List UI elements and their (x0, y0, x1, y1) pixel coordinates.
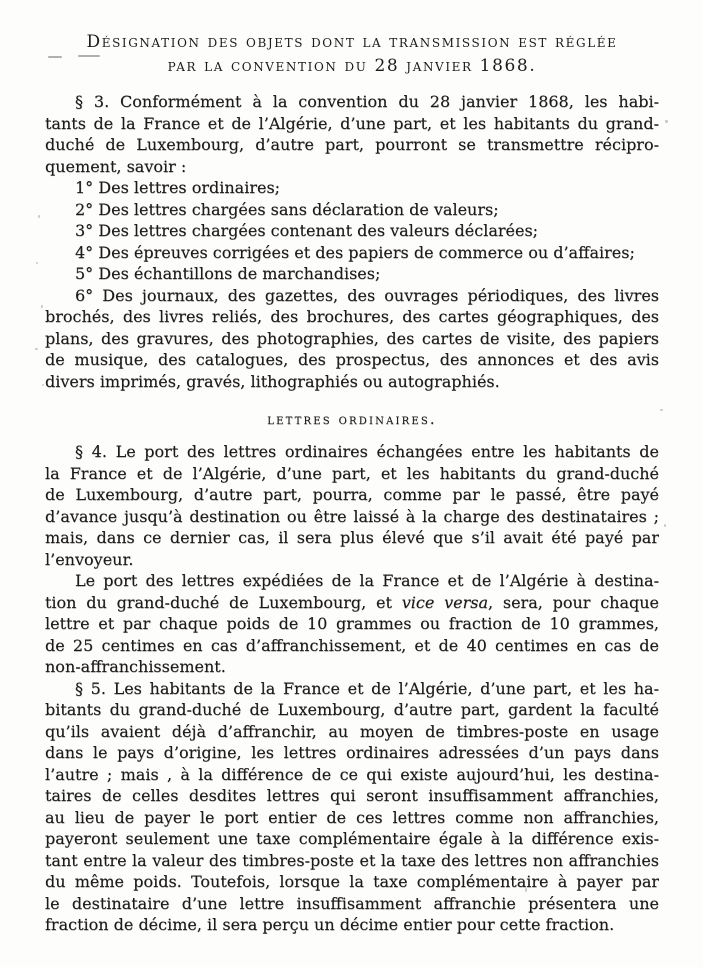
text-line: § 5. Les habitants de la France et de l’Algérie, d’une part, et les ha- (75, 678, 659, 698)
text-line: non-affranchissement. (45, 657, 226, 676)
text-line: de Luxembourg, d’autre part, pourra, comme par le passé, être payé (45, 485, 659, 504)
list-item: 5° Des échantillons de marchandises; (75, 264, 381, 283)
scan-artifact (38, 215, 40, 218)
text-line: lettre et par chaque poids de 10 grammes ou fraction de 10 grammes, (45, 614, 659, 633)
scan-artifact (36, 262, 38, 264)
document-text (45, 91, 659, 936)
document-body (45, 30, 659, 936)
scan-artifact (42, 384, 44, 386)
scan-artifact (41, 305, 43, 308)
text-line: brochés, des livres reliés, des brochures, des cartes géographiques, des (45, 307, 659, 326)
text-line: la France et de l’Algérie, d’une part, et les habitants du grand-duché (45, 463, 659, 483)
text-line: de musique, des catalogues, des prospectus, des annonces et des avis (45, 350, 659, 369)
text-line: § 3. Conformément à la convention du 28 janvier 1868, les habi- (75, 92, 659, 111)
text-line: au lieu de payer le port entier de ces lettres comme non affranchies, (45, 807, 659, 827)
list-item: 1° Des lettres ordinaires; (75, 178, 281, 197)
document-title (45, 30, 659, 78)
section-heading: lettres ordinaires. (267, 412, 437, 428)
scan-artifact (660, 409, 663, 411)
text-line: dans le pays d’origine, les lettres ordinaires adressées d’un pays dans (45, 743, 659, 762)
text-line: quement, savoir : (45, 156, 187, 176)
text-segment: tion du grand-duché de Luxembourg, et (45, 592, 402, 612)
list-item: 3° Des lettres chargées contenant des valeurs déclarées; (75, 221, 539, 240)
text-line: qu’ils avaient déjà d’affranchir, au moyen de timbres-poste en usage (45, 721, 659, 741)
text-line: du même poids. Toutefois, lorsque la taxe complémentaire à payer par (45, 872, 659, 891)
text-line: plans, des gravures, des photographies, des cartes de visite, des papiers (45, 328, 659, 348)
text-line: fraction de décime, il sera perçu un décime entier pour cette fraction. (45, 915, 615, 934)
text-line: tant entre la valeur des timbres-poste et la taxe des lettres non affranchies (45, 850, 659, 870)
text-line: le destinataire d’une lettre insuffisamment affranchie présentera une (45, 893, 659, 913)
scan-artifact (664, 524, 666, 527)
list-item: 2° Des lettres chargées sans déclaration de valeurs; (75, 199, 499, 219)
scan-artifact (35, 348, 38, 350)
italic-phrase: vice versa (401, 592, 488, 612)
title-line-2: par la convention du 28 janvier 1868. (167, 56, 537, 76)
title-line-1: Désignation des objets dont la transmission est réglée (86, 32, 618, 52)
scan-artifact (665, 120, 668, 123)
text-line: divers imprimés, gravés, lithographiés ou autographiés. (45, 371, 500, 391)
text-line: mais, dans ce dernier cas, il sera plus élevé que s’il avait été payé par (45, 528, 659, 547)
text-line: tants de la France et de l’Algérie, d’une part, et les habitants du grand- (45, 113, 659, 133)
text-line (45, 592, 659, 614)
text-line: bitants du grand-duché de Luxembourg, d’autre part, gardent la faculté (45, 700, 659, 719)
text-segment: , sera, pour chaque (488, 592, 659, 612)
text-line: duché de Luxembourg, d’autre part, pourront se transmettre récipro- (45, 135, 659, 154)
text-line: taires de celles desdites lettres qui seront insuffisamment affranchies, (45, 786, 659, 805)
text-line: payeront seulement une taxe complémentaire égale à la différence exis- (45, 829, 659, 848)
text-line: l’envoyeur. (45, 549, 134, 569)
text-line: § 4. Le port des lettres ordinaires échangées entre les habitants de (75, 442, 659, 461)
text-line: d’avance jusqu’à destination ou être laissé à la charge des destinataires ; (45, 506, 659, 526)
text-line: l’autre ; mais , à la différence de ce qui existe aujourd’hui, les destina- (45, 764, 659, 784)
text-line: Le port des lettres expédiées de la France et de l’Algérie à destina- (75, 571, 659, 590)
list-item: 4° Des épreuves corrigées et des papiers de commerce ou d’affaires; (75, 242, 635, 262)
text-line: de 25 centimes en cas d’affranchissement, et de 40 centimes en cas de (45, 635, 659, 655)
text-line: 6° Des journaux, des gazettes, des ouvrages périodiques, des livres (75, 285, 659, 305)
